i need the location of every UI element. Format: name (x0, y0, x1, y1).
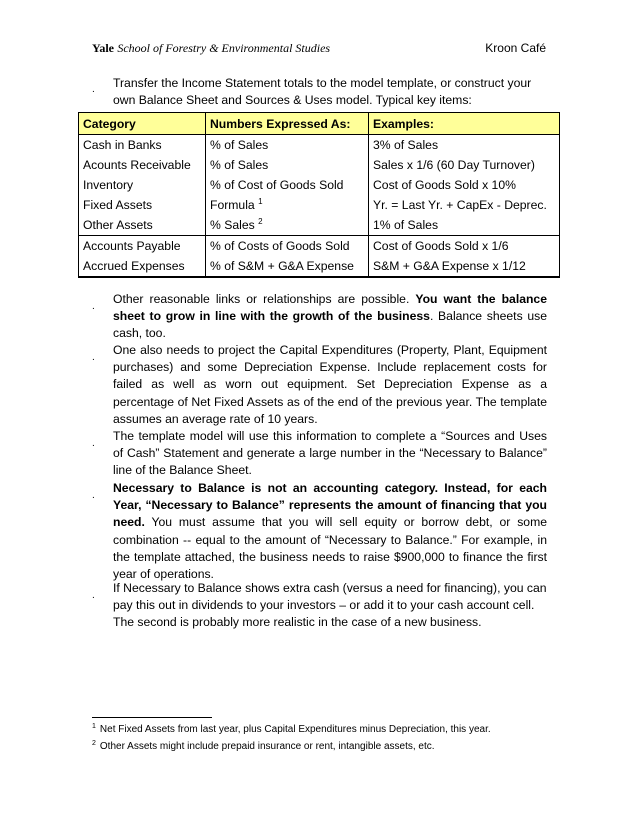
example-cell: Yr. = Last Yr. + CapEx - Deprec. (369, 195, 560, 215)
category-cell: Other Assets (79, 215, 206, 236)
expressed-cell: % of Sales (206, 135, 369, 156)
expressed-cell: % of Sales (206, 155, 369, 175)
bullet-paragraph: If Necessary to Balance shows extra cash (versus a need for financing), you can pay this out in dividends to your investors – or add it to your cash account cell. The second is probably more realistic in the case of a new business. (113, 581, 547, 630)
category-cell: Fixed Assets (79, 195, 206, 215)
table-row (79, 195, 560, 215)
table-row (79, 175, 560, 195)
table-row (79, 236, 560, 257)
table-row (79, 256, 560, 277)
expressed-cell: % of Costs of Goods Sold (206, 236, 369, 257)
bullet-marker: . (92, 590, 95, 601)
bullet-paragraph: Other reasonable links or relationships are possible. You want the balance sheet to grow in line with the growth of the business. Balance sheets use cash, too. (113, 292, 547, 341)
header-institution: Yale (92, 41, 114, 55)
expressed-cell: % of S&M + G&A Expense (206, 256, 369, 277)
example-cell: Cost of Goods Sold x 1/6 (369, 236, 560, 257)
bullet-paragraph: Necessary to Balance is not an accounting category. Instead, for each Year, “Necessary to Balance” represents the amount of financing that you need. You must assume that you will sell equity or borrow debt, or some combination -- equal to the amount of “Necessary to Balance.” For example, in the template attached, the business needs to raise $900,000 to finance the first year of operations. (113, 481, 547, 582)
category-cell: Accrued Expenses (79, 256, 206, 277)
example-cell: 3% of Sales (369, 135, 560, 156)
example-cell: S&M + G&A Expense x 1/12 (369, 256, 560, 277)
page-header (92, 41, 548, 57)
expressed-cell: Formula $^1$ (206, 195, 369, 215)
bullet-marker: . (92, 352, 95, 363)
bullet-marker: . (92, 301, 95, 312)
category-cell: Cash in Banks (79, 135, 206, 156)
footnote-separator (92, 717, 212, 718)
expressed-cell: % Sales $^2$ (206, 215, 369, 236)
bullet-marker: . (92, 490, 95, 501)
header-school: School of Forestry & Environmental Studies (117, 41, 331, 55)
footnote: $^1$ Net Fixed Assets from last year, plus Capital Expenditures minus Depreciation, this year. (92, 722, 491, 735)
bullet-marker: . (92, 84, 95, 95)
expressed-cell: % of Cost of Goods Sold (206, 175, 369, 195)
bullet-paragraph: The template model will use this information to complete a “Sources and Uses of Cash” Statement and generate a large number in the “Necessary to Balance” line of the Balance Sheet. (113, 429, 547, 478)
table-header-cell: Numbers Expressed As: (206, 113, 369, 135)
table-header-cell: Examples: (369, 113, 560, 135)
footnote-ref: 2 (258, 216, 263, 226)
table-header-cell: Category (79, 113, 206, 135)
bullet-paragraph: One also needs to project the Capital Expenditures (Property, Plant, Equipment purchases) and some Depreciation Expense. Include replacement costs for failed as well as worn out equipment. Set Depreciation Expense as a percentage of Net Fixed Assets as of the end of the previous year. The template assumes an average rate of 10 years. (113, 343, 547, 426)
example-cell: Sales x 1/6 (60 Day Turnover) (369, 155, 560, 175)
example-cell: Cost of Goods Sold x 10% (369, 175, 560, 195)
category-cell: Accounts Payable (79, 236, 206, 257)
bullet-marker: . (92, 438, 95, 449)
example-cell: 1% of Sales (369, 215, 560, 236)
header-right-title: Kroon Café (485, 41, 546, 55)
table-header-row (79, 113, 560, 135)
category-cell: Inventory (79, 175, 206, 195)
table-row (79, 215, 560, 236)
table-row (79, 155, 560, 175)
intro-paragraph: Transfer the Income Statement totals to the model template, or construct your own Balance Sheet and Sources & Uses model. Typical key items: (113, 76, 532, 108)
table-row (79, 135, 560, 156)
category-cell: Acounts Receivable (79, 155, 206, 175)
footnote-ref: 1 (258, 196, 263, 206)
footnote: $^2$ Other Assets might include prepaid insurance or rent, intangible assets, etc. (92, 739, 435, 752)
category-table (78, 112, 560, 278)
